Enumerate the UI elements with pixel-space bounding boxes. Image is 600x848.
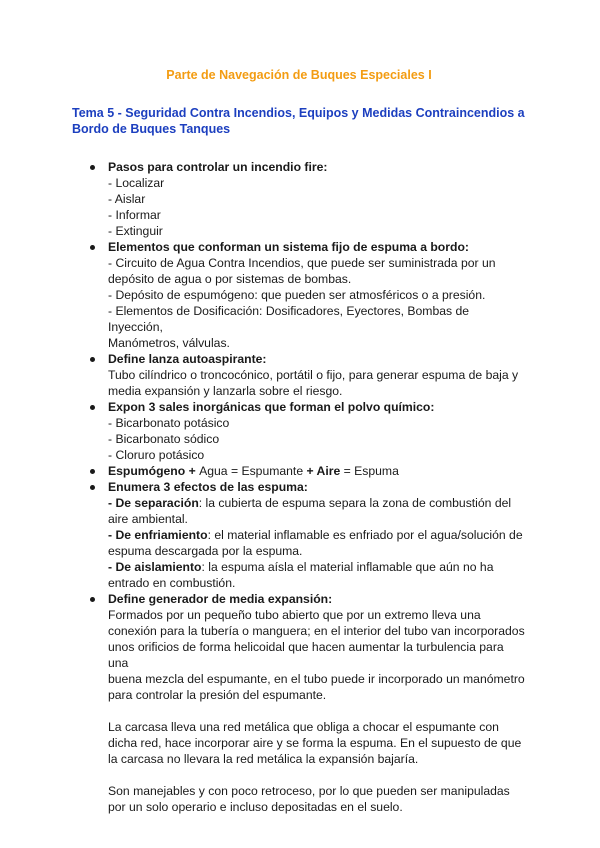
list-item-formula [72, 463, 526, 479]
section-heading-line-2: Bordo de Buques Tanques [72, 122, 231, 136]
bullet-icon [90, 485, 95, 490]
effect-line [108, 527, 526, 543]
item-line: - Localizar [108, 176, 165, 190]
paragraph-line: unos orificios de forma helicoidal que hacen aumentar la turbulencia para una [108, 640, 504, 670]
bullet-icon [90, 245, 95, 250]
bullet-icon [90, 597, 95, 602]
effect-line: entrado en combustión. [108, 576, 236, 590]
paragraph-line: la carcasa no llevara la red metálica la expansión bajaría. [108, 752, 419, 766]
paragraph-line: para controlar la presión del espumante. [108, 688, 327, 702]
list-item [72, 239, 526, 351]
paragraph-gap [108, 703, 526, 719]
formula-plus: + [303, 464, 317, 478]
item-heading: Expon 3 sales inorgánicas que forman el polvo químico: [108, 400, 435, 414]
document-title: Parte de Navegación de Buques Especiales I [166, 68, 432, 82]
paragraph-gap [108, 767, 526, 783]
item-line: - Bicarbonato potásico [108, 416, 230, 430]
formula-aire: Aire [316, 464, 341, 478]
effect-label: - De enfriamiento [108, 528, 208, 542]
formula-espumogeno: Espumógeno [108, 464, 186, 478]
item-heading: Enumera 3 efectos de las espuma: [108, 480, 308, 494]
formula-agua-espumante: Agua = Espumante [199, 464, 304, 478]
effect-line: espuma descargada por la espuma. [108, 544, 303, 558]
paragraph-line: buena mezcla del espumante, en el tubo puede ir incorporado un manómetro [108, 672, 525, 686]
section-heading-line-1: Tema 5 - Seguridad Contra Incendios, Equipos y Medidas Contraincendios a [72, 106, 525, 120]
section-heading [72, 105, 526, 137]
item-heading: Pasos para controlar un incendio fire: [108, 160, 328, 174]
effect-line [108, 559, 526, 575]
effect-line: aire ambiental. [108, 512, 188, 526]
item-line: - Depósito de espumógeno: que pueden ser atmosféricos o a presión. [108, 288, 486, 302]
question-list [72, 159, 526, 815]
item-line: - Extinguir [108, 224, 163, 238]
formula-plus: + [185, 464, 200, 478]
bullet-icon [90, 165, 95, 170]
item-line: - Informar [108, 208, 161, 222]
paragraph-line: Son manejables y con poco retroceso, por lo que pueden ser manipuladas [108, 784, 510, 798]
effect-line [108, 495, 526, 511]
item-line: - Bicarbonato sódico [108, 432, 220, 446]
paragraph-line: conexión para la tubería o manguera; en el interior del tubo van incorporados [108, 624, 525, 638]
effect-text: : la espuma aísla el material inflamable que aún no ha [201, 560, 494, 574]
effect-text: : la cubierta de espuma separa la zona de combustión del [198, 496, 512, 510]
item-line: Tubo cilíndrico o troncocónico, portátil o fijo, para generar espuma de baja y [108, 368, 519, 382]
formula-line [108, 463, 526, 479]
item-heading: Define generador de media expansión: [108, 592, 333, 606]
item-line: depósito de agua o por sistemas de bombas. [108, 272, 352, 286]
bullet-icon [90, 405, 95, 410]
bullet-icon [90, 357, 95, 362]
list-item [72, 399, 526, 463]
paragraph-line: dicha red, hace incorporar aire y se forma la espuma. En el supuesto de que [108, 736, 522, 750]
effect-text: : el material inflamable es enfriado por el agua/solución de [207, 528, 523, 542]
paragraph-line: La carcasa lleva una red metálica que obliga a chocar el espumante con [108, 720, 499, 734]
item-line: - Cloruro potásico [108, 448, 205, 462]
item-line: - Aislar [108, 192, 146, 206]
list-item [72, 351, 526, 399]
paragraph-line: por un solo operario e incluso depositadas en el suelo. [108, 800, 403, 814]
list-item [72, 591, 526, 815]
formula-espuma: = Espuma [340, 464, 399, 478]
item-line: media expansión y lanzarla sobre el riesgo. [108, 384, 343, 398]
effect-label: - De separación [108, 496, 199, 510]
list-item [72, 479, 526, 591]
paragraph-line: Formados por un pequeño tubo abierto que por un extremo lleva una [108, 608, 481, 622]
item-heading: Elementos que conforman un sistema fijo de espuma a bordo: [108, 240, 469, 254]
item-line: - Circuito de Agua Contra Incendios, que puede ser suministrada por un [108, 256, 496, 270]
item-line: - Elementos de Dosificación: Dosificadores, Eyectores, Bombas de Inyección, [108, 304, 470, 334]
bullet-icon [90, 469, 95, 474]
list-item [72, 159, 526, 239]
item-line: Manómetros, válvulas. [108, 336, 230, 350]
effect-label: - De aislamiento [108, 560, 202, 574]
item-heading: Define lanza autoaspirante: [108, 352, 267, 366]
